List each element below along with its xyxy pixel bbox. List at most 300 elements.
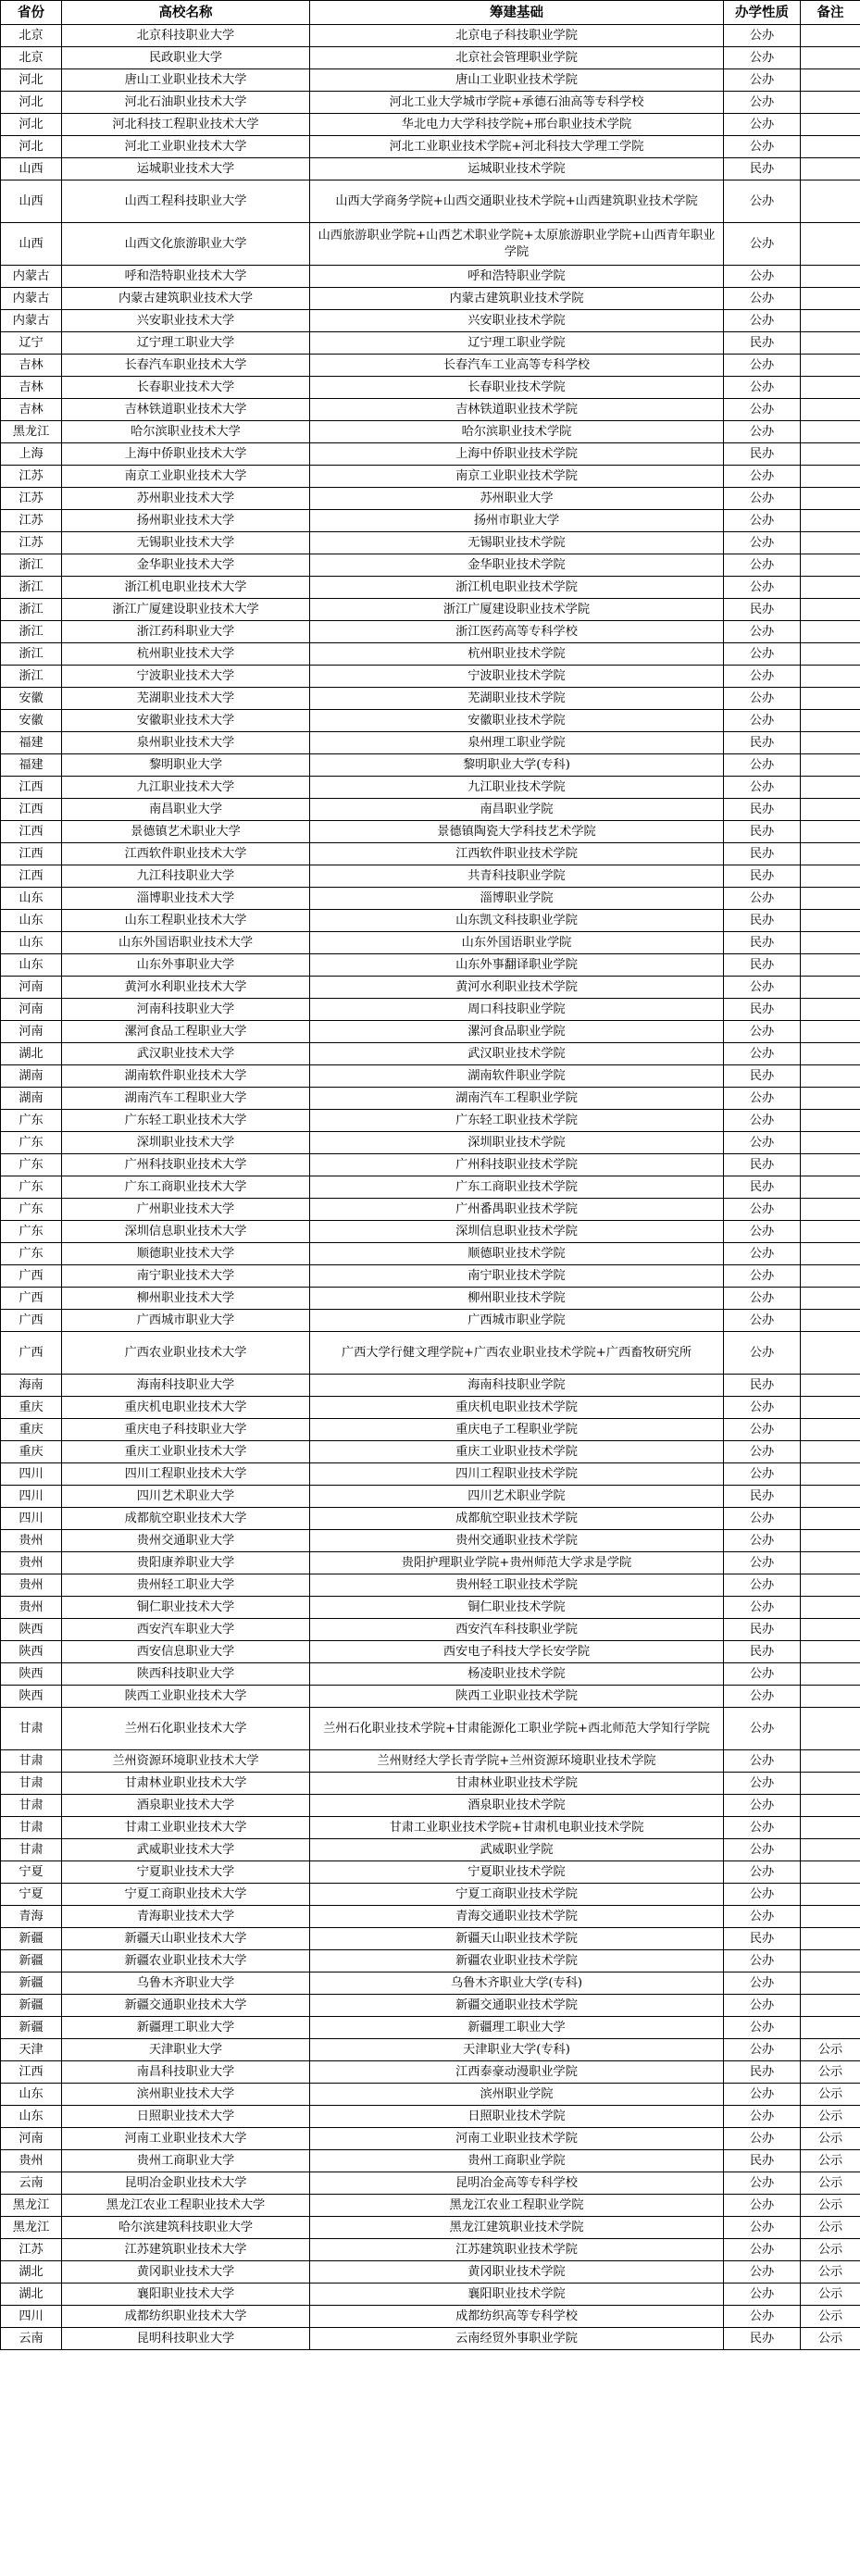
founding-basis-cell: 广西大学行健文理学院+广西农业职业技术学院+广西畜牧研究所 (310, 1332, 724, 1375)
school-type-cell: 公办 (724, 1597, 801, 1619)
founding-basis-cell: 黄河水利职业技术学院 (310, 977, 724, 999)
remarks-cell (801, 888, 860, 910)
founding-basis-cell: 武威职业学院 (310, 1839, 724, 1861)
table-row (1, 1021, 860, 1043)
school-type-cell: 公办 (724, 777, 801, 799)
province-cell: 山西 (1, 180, 62, 223)
remarks-cell (801, 114, 860, 136)
school-type-cell: 民办 (724, 932, 801, 954)
school-type-cell: 公办 (724, 69, 801, 92)
university-name-cell: 成都航空职业技术大学 (62, 1508, 310, 1530)
founding-basis-cell: 南宁职业技术学院 (310, 1265, 724, 1288)
university-name-cell: 运城职业技术大学 (62, 158, 310, 180)
remarks-cell (801, 1950, 860, 1972)
remarks-cell: 公示 (801, 2217, 860, 2239)
table-row (1, 1619, 860, 1641)
founding-basis-cell: 内蒙古建筑职业技术学院 (310, 288, 724, 310)
table-row (1, 2195, 860, 2217)
province-cell: 福建 (1, 732, 62, 754)
province-cell: 江西 (1, 2061, 62, 2084)
table-row (1, 599, 860, 621)
province-cell: 新疆 (1, 1995, 62, 2017)
university-name-cell: 重庆机电职业技术大学 (62, 1397, 310, 1419)
school-type-cell: 民办 (724, 1486, 801, 1508)
table-row (1, 2261, 860, 2284)
school-type-cell: 公办 (724, 136, 801, 158)
remarks-cell (801, 1375, 860, 1397)
university-name-cell: 苏州职业技术大学 (62, 488, 310, 510)
remarks-cell (801, 1199, 860, 1221)
table-row (1, 310, 860, 332)
founding-basis-cell: 山东外国语职业学院 (310, 932, 724, 954)
founding-basis-cell: 西安电子科技大学长安学院 (310, 1641, 724, 1663)
remarks-cell (801, 1154, 860, 1176)
table-row (1, 466, 860, 488)
school-type-cell: 公办 (724, 223, 801, 266)
province-cell: 河北 (1, 92, 62, 114)
table-row (1, 2239, 860, 2261)
remarks-cell (801, 1817, 860, 1839)
province-cell: 河北 (1, 114, 62, 136)
founding-basis-cell: 海南科技职业学院 (310, 1375, 724, 1397)
school-type-cell: 公办 (724, 710, 801, 732)
province-cell: 甘肃 (1, 1795, 62, 1817)
table-row (1, 1397, 860, 1419)
table-row (1, 1795, 860, 1817)
founding-basis-cell: 重庆工业职业技术学院 (310, 1441, 724, 1463)
remarks-cell (801, 577, 860, 599)
remarks-cell: 公示 (801, 2239, 860, 2261)
table-row (1, 1839, 860, 1861)
table-row (1, 1928, 860, 1950)
founding-basis-cell: 滨州职业学院 (310, 2084, 724, 2106)
remarks-cell (801, 932, 860, 954)
founding-basis-cell: 黑龙江农业工程职业学院 (310, 2195, 724, 2217)
school-type-cell: 民办 (724, 2150, 801, 2172)
founding-basis-cell: 呼和浩特职业学院 (310, 266, 724, 288)
founding-basis-cell: 北京电子科技职业学院 (310, 25, 724, 47)
university-name-cell: 湖南软件职业技术大学 (62, 1065, 310, 1088)
school-type-cell: 公办 (724, 2239, 801, 2261)
remarks-cell (801, 799, 860, 821)
school-type-cell: 公办 (724, 2261, 801, 2284)
founding-basis-cell: 湖南汽车工程职业学院 (310, 1088, 724, 1110)
remarks-cell (801, 136, 860, 158)
remarks-cell (801, 1795, 860, 1817)
university-name-cell: 广州职业技术大学 (62, 1199, 310, 1221)
university-name-cell: 南昌职业大学 (62, 799, 310, 821)
province-cell: 甘肃 (1, 1750, 62, 1773)
header-founding-basis: 筹建基础 (310, 1, 724, 25)
table-row (1, 2084, 860, 2106)
remarks-cell (801, 1641, 860, 1663)
school-type-cell: 公办 (724, 1088, 801, 1110)
table-row (1, 1265, 860, 1288)
remarks-cell: 公示 (801, 2128, 860, 2150)
university-name-cell: 湖南汽车工程职业大学 (62, 1088, 310, 1110)
university-name-cell: 贵阳康养职业大学 (62, 1552, 310, 1574)
province-cell: 青海 (1, 1906, 62, 1928)
university-name-cell: 四川工程职业技术大学 (62, 1463, 310, 1486)
university-name-cell: 哈尔滨建筑科技职业大学 (62, 2217, 310, 2239)
province-cell: 贵州 (1, 2150, 62, 2172)
university-name-cell: 山西工程科技职业大学 (62, 180, 310, 223)
founding-basis-cell: 山西旅游职业学院+山西艺术职业学院+太原旅游职业学院+山西青年职业学院 (310, 223, 724, 266)
university-name-cell: 武汉职业技术大学 (62, 1043, 310, 1065)
university-name-cell: 贵州工商职业大学 (62, 2150, 310, 2172)
table-row (1, 754, 860, 777)
school-type-cell: 公办 (724, 1441, 801, 1463)
founding-basis-cell: 广西城市职业学院 (310, 1310, 724, 1332)
school-type-cell: 公办 (724, 266, 801, 288)
founding-basis-cell: 武汉职业技术学院 (310, 1043, 724, 1065)
university-name-cell: 江苏建筑职业技术大学 (62, 2239, 310, 2261)
university-name-cell: 青海职业技术大学 (62, 1906, 310, 1928)
school-type-cell: 公办 (724, 180, 801, 223)
province-cell: 山西 (1, 158, 62, 180)
school-type-cell: 公办 (724, 1397, 801, 1419)
remarks-cell (801, 332, 860, 355)
remarks-cell (801, 1021, 860, 1043)
school-type-cell: 民办 (724, 2328, 801, 2350)
founding-basis-cell: 杭州职业技术学院 (310, 643, 724, 666)
province-cell: 甘肃 (1, 1708, 62, 1750)
school-type-cell: 公办 (724, 1021, 801, 1043)
province-cell: 河北 (1, 69, 62, 92)
table-row (1, 2284, 860, 2306)
school-type-cell: 公办 (724, 2306, 801, 2328)
province-cell: 湖北 (1, 2284, 62, 2306)
province-cell: 广西 (1, 1288, 62, 1310)
province-cell: 宁夏 (1, 1861, 62, 1884)
province-cell: 江苏 (1, 466, 62, 488)
founding-basis-cell: 宁波职业技术学院 (310, 666, 724, 688)
school-type-cell: 公办 (724, 1574, 801, 1597)
founding-basis-cell: 云南经贸外事职业学院 (310, 2328, 724, 2350)
remarks-cell (801, 843, 860, 865)
founding-basis-cell: 广东工商职业技术学院 (310, 1176, 724, 1199)
province-cell: 新疆 (1, 1972, 62, 1995)
table-row (1, 1817, 860, 1839)
founding-basis-cell: 北京社会管理职业学院 (310, 47, 724, 69)
school-type-cell: 公办 (724, 554, 801, 577)
remarks-cell (801, 554, 860, 577)
school-type-cell: 公办 (724, 2017, 801, 2039)
province-cell: 陕西 (1, 1686, 62, 1708)
university-name-cell: 浙江机电职业技术大学 (62, 577, 310, 599)
remarks-cell (801, 1708, 860, 1750)
remarks-cell (801, 777, 860, 799)
remarks-cell (801, 310, 860, 332)
university-name-cell: 昆明冶金职业技术大学 (62, 2172, 310, 2195)
remarks-cell (801, 1861, 860, 1884)
province-cell: 四川 (1, 1463, 62, 1486)
table-row (1, 158, 860, 180)
school-type-cell: 公办 (724, 2195, 801, 2217)
school-type-cell: 公办 (724, 1995, 801, 2017)
province-cell: 重庆 (1, 1397, 62, 1419)
university-name-cell: 陕西科技职业大学 (62, 1663, 310, 1686)
table-row (1, 999, 860, 1021)
founding-basis-cell: 宁夏工商职业技术学院 (310, 1884, 724, 1906)
table-row (1, 865, 860, 888)
province-cell: 江西 (1, 865, 62, 888)
founding-basis-cell: 兰州财经大学长青学院+兰州资源环境职业技术学院 (310, 1750, 724, 1773)
university-name-cell: 安徽职业技术大学 (62, 710, 310, 732)
school-type-cell: 民办 (724, 2061, 801, 2084)
school-type-cell: 公办 (724, 2084, 801, 2106)
province-cell: 吉林 (1, 377, 62, 399)
university-name-cell: 泉州职业技术大学 (62, 732, 310, 754)
university-name-cell: 河南工业职业技术大学 (62, 2128, 310, 2150)
remarks-cell (801, 1463, 860, 1486)
founding-basis-cell: 山东外事翻译职业学院 (310, 954, 724, 977)
school-type-cell: 民办 (724, 158, 801, 180)
university-name-cell: 南宁职业技术大学 (62, 1265, 310, 1288)
table-row (1, 443, 860, 466)
province-cell: 湖南 (1, 1065, 62, 1088)
founding-basis-cell: 黑龙江建筑职业技术学院 (310, 2217, 724, 2239)
remarks-cell (801, 599, 860, 621)
province-cell: 广东 (1, 1199, 62, 1221)
university-name-cell: 重庆工业职业技术大学 (62, 1441, 310, 1463)
table-row (1, 136, 860, 158)
school-type-cell: 公办 (724, 2284, 801, 2306)
province-cell: 湖北 (1, 2261, 62, 2284)
school-type-cell: 公办 (724, 1906, 801, 1928)
province-cell: 江苏 (1, 2239, 62, 2261)
table-row (1, 1463, 860, 1486)
province-cell: 浙江 (1, 554, 62, 577)
remarks-cell (801, 821, 860, 843)
remarks-cell: 公示 (801, 2106, 860, 2128)
remarks-cell (801, 1397, 860, 1419)
table-row (1, 1132, 860, 1154)
table-row (1, 532, 860, 554)
remarks-cell (801, 47, 860, 69)
table-row (1, 932, 860, 954)
founding-basis-cell: 广东轻工职业技术学院 (310, 1110, 724, 1132)
university-name-cell: 山东外国语职业技术大学 (62, 932, 310, 954)
university-name-cell: 广西农业职业技术大学 (62, 1332, 310, 1375)
founding-basis-cell: 河北工业大学城市学院+承德石油高等专科学校 (310, 92, 724, 114)
table-row (1, 1552, 860, 1574)
province-cell: 福建 (1, 754, 62, 777)
founding-basis-cell: 青海交通职业技术学院 (310, 1906, 724, 1928)
table-row (1, 577, 860, 599)
founding-basis-cell: 河北工业职业技术学院+河北科技大学理工学院 (310, 136, 724, 158)
remarks-cell (801, 1552, 860, 1574)
university-name-cell: 民政职业大学 (62, 47, 310, 69)
remarks-cell: 公示 (801, 2306, 860, 2328)
founding-basis-cell: 柳州职业技术学院 (310, 1288, 724, 1310)
university-name-cell: 甘肃林业职业技术大学 (62, 1773, 310, 1795)
university-name-cell: 宁夏职业技术大学 (62, 1861, 310, 1884)
province-cell: 广东 (1, 1243, 62, 1265)
school-type-cell: 公办 (724, 1663, 801, 1686)
university-name-cell: 襄阳职业技术大学 (62, 2284, 310, 2306)
remarks-cell: 公示 (801, 2061, 860, 2084)
remarks-cell (801, 355, 860, 377)
university-name-cell: 新疆理工职业大学 (62, 2017, 310, 2039)
remarks-cell: 公示 (801, 2150, 860, 2172)
school-type-cell: 公办 (724, 466, 801, 488)
school-type-cell: 民办 (724, 999, 801, 1021)
province-cell: 河南 (1, 977, 62, 999)
province-cell: 辽宁 (1, 332, 62, 355)
founding-basis-cell: 四川艺术职业学院 (310, 1486, 724, 1508)
school-type-cell: 公办 (724, 288, 801, 310)
university-name-cell: 宁波职业技术大学 (62, 666, 310, 688)
university-name-cell: 贵州轻工职业大学 (62, 1574, 310, 1597)
school-type-cell: 公办 (724, 666, 801, 688)
remarks-cell (801, 1088, 860, 1110)
province-cell: 湖北 (1, 1043, 62, 1065)
province-cell: 新疆 (1, 2017, 62, 2039)
founding-basis-cell: 贵州工商职业学院 (310, 2150, 724, 2172)
province-cell: 贵州 (1, 1574, 62, 1597)
founding-basis-cell: 深圳职业技术学院 (310, 1132, 724, 1154)
remarks-cell (801, 1065, 860, 1088)
school-type-cell: 公办 (724, 1265, 801, 1288)
school-type-cell: 公办 (724, 92, 801, 114)
school-type-cell: 公办 (724, 532, 801, 554)
founding-basis-cell: 华北电力大学科技学院+邢台职业技术学院 (310, 114, 724, 136)
school-type-cell: 公办 (724, 1884, 801, 1906)
university-name-cell: 昆明科技职业大学 (62, 2328, 310, 2350)
university-name-cell: 景德镇艺术职业大学 (62, 821, 310, 843)
province-cell: 海南 (1, 1375, 62, 1397)
school-type-cell: 公办 (724, 621, 801, 643)
table-row (1, 1641, 860, 1663)
table-row (1, 1508, 860, 1530)
table-row (1, 1110, 860, 1132)
table-row (1, 1154, 860, 1176)
province-cell: 新疆 (1, 1950, 62, 1972)
province-cell: 广西 (1, 1265, 62, 1288)
school-type-cell: 公办 (724, 1686, 801, 1708)
province-cell: 浙江 (1, 577, 62, 599)
university-name-cell: 哈尔滨职业技术大学 (62, 421, 310, 443)
university-name-cell: 兰州资源环境职业技术大学 (62, 1750, 310, 1773)
province-cell: 山东 (1, 932, 62, 954)
founding-basis-cell: 日照职业技术学院 (310, 2106, 724, 2128)
school-type-cell: 公办 (724, 754, 801, 777)
remarks-cell (801, 999, 860, 1021)
province-cell: 陕西 (1, 1619, 62, 1641)
school-type-cell: 民办 (724, 799, 801, 821)
school-type-cell: 公办 (724, 643, 801, 666)
school-type-cell: 公办 (724, 2106, 801, 2128)
university-name-cell: 辽宁理工职业大学 (62, 332, 310, 355)
remarks-cell (801, 910, 860, 932)
school-type-cell: 公办 (724, 1817, 801, 1839)
university-name-cell: 河北工业职业技术大学 (62, 136, 310, 158)
table-row (1, 355, 860, 377)
school-type-cell: 公办 (724, 355, 801, 377)
remarks-cell (801, 1884, 860, 1906)
founding-basis-cell: 南昌职业学院 (310, 799, 724, 821)
university-name-cell: 广东轻工职业技术大学 (62, 1110, 310, 1132)
founding-basis-cell: 酒泉职业技术学院 (310, 1795, 724, 1817)
table-row (1, 421, 860, 443)
remarks-cell (801, 1619, 860, 1641)
university-name-cell: 北京科技职业大学 (62, 25, 310, 47)
table-row (1, 1574, 860, 1597)
province-cell: 浙江 (1, 643, 62, 666)
remarks-cell (801, 180, 860, 223)
founding-basis-cell: 宁夏职业技术学院 (310, 1861, 724, 1884)
founding-basis-cell: 广州科技职业技术学院 (310, 1154, 724, 1176)
province-cell: 浙江 (1, 621, 62, 643)
province-cell: 甘肃 (1, 1817, 62, 1839)
table-row (1, 1176, 860, 1199)
university-name-cell: 呼和浩特职业技术大学 (62, 266, 310, 288)
university-name-cell: 武威职业技术大学 (62, 1839, 310, 1861)
founding-basis-cell: 成都纺织高等专科学校 (310, 2306, 724, 2328)
university-name-cell: 九江职业技术大学 (62, 777, 310, 799)
province-cell: 广东 (1, 1132, 62, 1154)
province-cell: 吉林 (1, 355, 62, 377)
university-name-cell: 黄河水利职业技术大学 (62, 977, 310, 999)
province-cell: 四川 (1, 2306, 62, 2328)
province-cell: 甘肃 (1, 1839, 62, 1861)
province-cell: 重庆 (1, 1441, 62, 1463)
founding-basis-cell: 上海中侨职业技术学院 (310, 443, 724, 466)
province-cell: 江西 (1, 821, 62, 843)
province-cell: 山东 (1, 2106, 62, 2128)
table-body (1, 25, 860, 2350)
school-type-cell: 公办 (724, 1110, 801, 1132)
province-cell: 山东 (1, 888, 62, 910)
founding-basis-cell: 陕西工业职业技术学院 (310, 1686, 724, 1708)
founding-basis-cell: 四川工程职业技术学院 (310, 1463, 724, 1486)
remarks-cell (801, 1508, 860, 1530)
remarks-cell: 公示 (801, 2328, 860, 2350)
school-type-cell: 民办 (724, 1619, 801, 1641)
university-name-cell: 山东工程职业技术大学 (62, 910, 310, 932)
remarks-cell: 公示 (801, 2172, 860, 2195)
table-row (1, 688, 860, 710)
remarks-cell (801, 754, 860, 777)
founding-basis-cell: 哈尔滨职业技术学院 (310, 421, 724, 443)
school-type-cell: 公办 (724, 1288, 801, 1310)
province-cell: 贵州 (1, 1530, 62, 1552)
university-name-cell: 甘肃工业职业技术大学 (62, 1817, 310, 1839)
remarks-cell (801, 732, 860, 754)
founding-basis-cell: 泉州理工职业学院 (310, 732, 724, 754)
province-cell: 山东 (1, 2084, 62, 2106)
remarks-cell (801, 399, 860, 421)
university-name-cell: 黎明职业大学 (62, 754, 310, 777)
university-name-cell: 杭州职业技术大学 (62, 643, 310, 666)
school-type-cell: 公办 (724, 888, 801, 910)
school-type-cell: 民办 (724, 1928, 801, 1950)
province-cell: 山东 (1, 910, 62, 932)
remarks-cell (801, 1441, 860, 1463)
university-name-cell: 兴安职业技术大学 (62, 310, 310, 332)
table-row (1, 799, 860, 821)
province-cell: 河南 (1, 2128, 62, 2150)
province-cell: 江苏 (1, 510, 62, 532)
table-row (1, 1486, 860, 1508)
table-row (1, 510, 860, 532)
table-row (1, 954, 860, 977)
university-name-cell: 滨州职业技术大学 (62, 2084, 310, 2106)
table-row (1, 977, 860, 999)
founding-basis-cell: 长春汽车工业高等专科学校 (310, 355, 724, 377)
table-row (1, 2150, 860, 2172)
